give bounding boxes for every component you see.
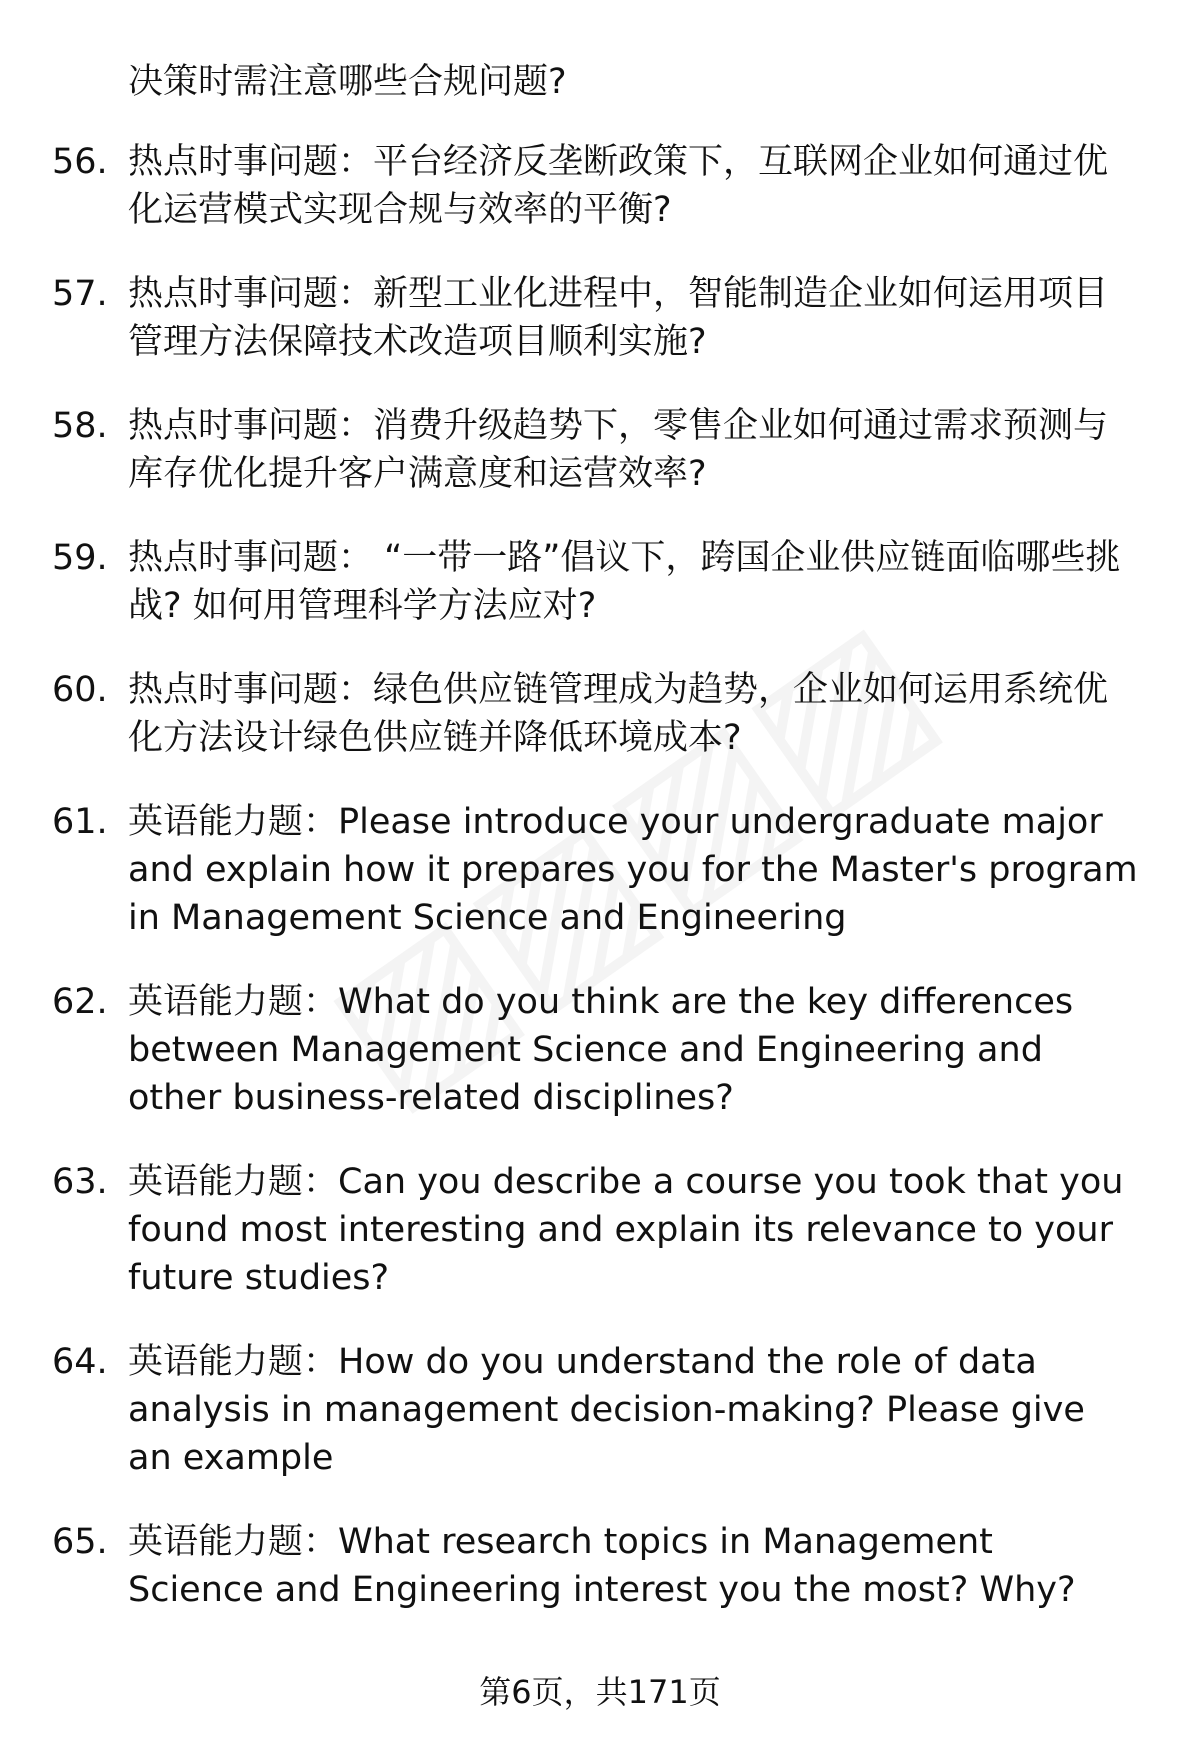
question-item <box>0 138 1200 234</box>
question-list <box>0 138 1200 1650</box>
question-number: 59. <box>52 538 108 578</box>
question-item <box>0 534 1200 630</box>
question-item <box>0 1518 1200 1614</box>
question-number: 60. <box>52 670 108 710</box>
question-text: 热点时事问题：新型工业化进程中，智能制造企业如何运用项目管理方法保障技术改造项目顺利实施? <box>128 274 1109 362</box>
question-text: 英语能力题：How do you understand the role of data analysis in management decision-making? Please give an example <box>128 1342 1085 1478</box>
question-text: 英语能力题：Please introduce your undergraduate major and explain how it prepares you for the Master's program in Management Science and Engineering <box>128 802 1138 938</box>
question-text: 热点时事问题：绿色供应链管理成为趋势，企业如何运用系统优化方法设计绿色供应链并降低环境成本? <box>128 670 1109 758</box>
question-item <box>0 402 1200 498</box>
question-text: 英语能力题：What research topics in Management Science and Engineering interest you the most? Why? <box>128 1522 1076 1610</box>
question-number: 58. <box>52 406 108 446</box>
question-item <box>0 798 1200 942</box>
question-number: 62. <box>52 982 108 1022</box>
question-text: 英语能力题：Can you describe a course you took that you found most interesting and explain its relevance to your future studies? <box>128 1162 1124 1298</box>
question-number: 65. <box>52 1522 108 1562</box>
question-number: 63. <box>52 1162 108 1202</box>
question-number: 64. <box>52 1342 108 1382</box>
question-text: 热点时事问题：平台经济反垄断政策下，互联网企业如何通过优化运营模式实现合规与效率的平衡? <box>128 142 1109 230</box>
question-text: 英语能力题：What do you think are the key differences between Management Science and Engineering and other business-related disciplines? <box>128 982 1074 1118</box>
question-item <box>0 270 1200 366</box>
question-text: 热点时事问题： “一带一路”倡议下，跨国企业供应链面临哪些挑战? 如何用管理科学方法应对? <box>128 538 1121 626</box>
continued-question-text: 决策时需注意哪些合规问题? <box>128 62 567 102</box>
question-text: 热点时事问题：消费升级趋势下，零售企业如何通过需求预测与库存优化提升客户满意度和运营效率? <box>128 406 1109 494</box>
question-number: 56. <box>52 142 108 182</box>
question-number: 61. <box>52 802 108 842</box>
question-item <box>0 1338 1200 1482</box>
question-number: 57. <box>52 274 108 314</box>
question-item <box>0 978 1200 1122</box>
question-item <box>0 666 1200 762</box>
page-footer: 第6页，共171页 <box>479 1673 721 1711</box>
question-item <box>0 1158 1200 1302</box>
